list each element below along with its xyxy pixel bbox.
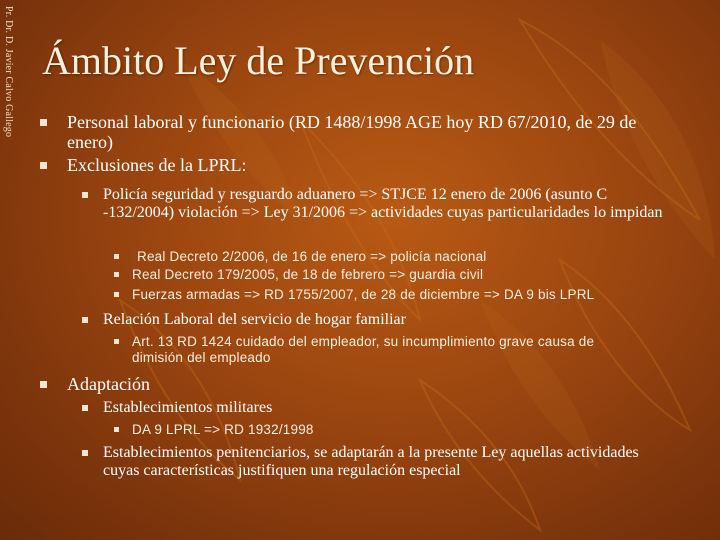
list-item: [82, 186, 680, 222]
list-item-text: Adaptación: [67, 374, 150, 394]
list-item-text: Exclusiones de la LPRL:: [67, 155, 247, 175]
list-item: [114, 334, 634, 366]
list-item-text: DA 9 LPRL => RD 1932/1998: [132, 422, 314, 437]
list-item-text: Art. 13 RD 1424 cuidado del empleador, su incumplimiento grave causa de dimisión del empleado: [132, 334, 595, 365]
square-bullet-icon: [40, 162, 47, 169]
list-item: [82, 399, 680, 417]
square-bullet-icon: [114, 427, 119, 432]
square-bullet-icon: [82, 450, 88, 456]
author-credit-vertical: Pr. Dr. D. Javier Calvo Gallego: [3, 6, 14, 138]
square-bullet-icon: [82, 405, 88, 411]
square-bullet-icon: [114, 339, 119, 344]
slide-title: Ámbito Ley de Prevención: [42, 38, 475, 83]
square-bullet-icon: [114, 272, 119, 277]
list-item-text: Relación Laboral del servicio de hogar familiar: [103, 311, 406, 328]
list-item: [82, 444, 642, 480]
square-bullet-icon: [82, 317, 88, 323]
list-item-text: Fuerzas armadas => RD 1755/2007, de 28 de diciembre => DA 9 bis LPRL: [132, 287, 595, 302]
list-item: [40, 374, 680, 394]
list-item: [114, 267, 680, 283]
list-item-text: Establecimientos militares: [103, 399, 273, 416]
square-bullet-icon: [114, 292, 119, 297]
list-item-text: Real Decreto 179/2005, de 18 de febrero => guardia civil: [132, 267, 484, 282]
list-item-text: Establecimientos penitenciarios, se adaptarán a la presente Ley aquellas actividades cuyas características justifiquen una regulación especial: [103, 444, 639, 479]
list-item: [40, 112, 680, 152]
list-item-text: Personal laboral y funcionario (RD 1488/1998 AGE hoy RD 67/2010, de 29 de enero): [67, 112, 637, 152]
list-item-text: Real Decreto 2/2006, de 16 de enero => policía nacional: [137, 249, 487, 264]
square-bullet-icon: [82, 192, 88, 198]
list-item: [114, 287, 680, 303]
list-item: [114, 422, 680, 438]
square-bullet-icon: [40, 381, 47, 388]
list-item-text: Policía seguridad y resguardo aduanero => STJCE 12 enero de 2006 (asunto C -132/2004) violación => Ley 31/2006 => actividades cuyas particularidades lo impidan: [103, 186, 663, 221]
list-item: [40, 155, 680, 175]
list-item: [114, 249, 680, 265]
square-bullet-icon: [40, 119, 47, 126]
list-item: [82, 311, 680, 329]
square-bullet-icon: [114, 254, 119, 259]
